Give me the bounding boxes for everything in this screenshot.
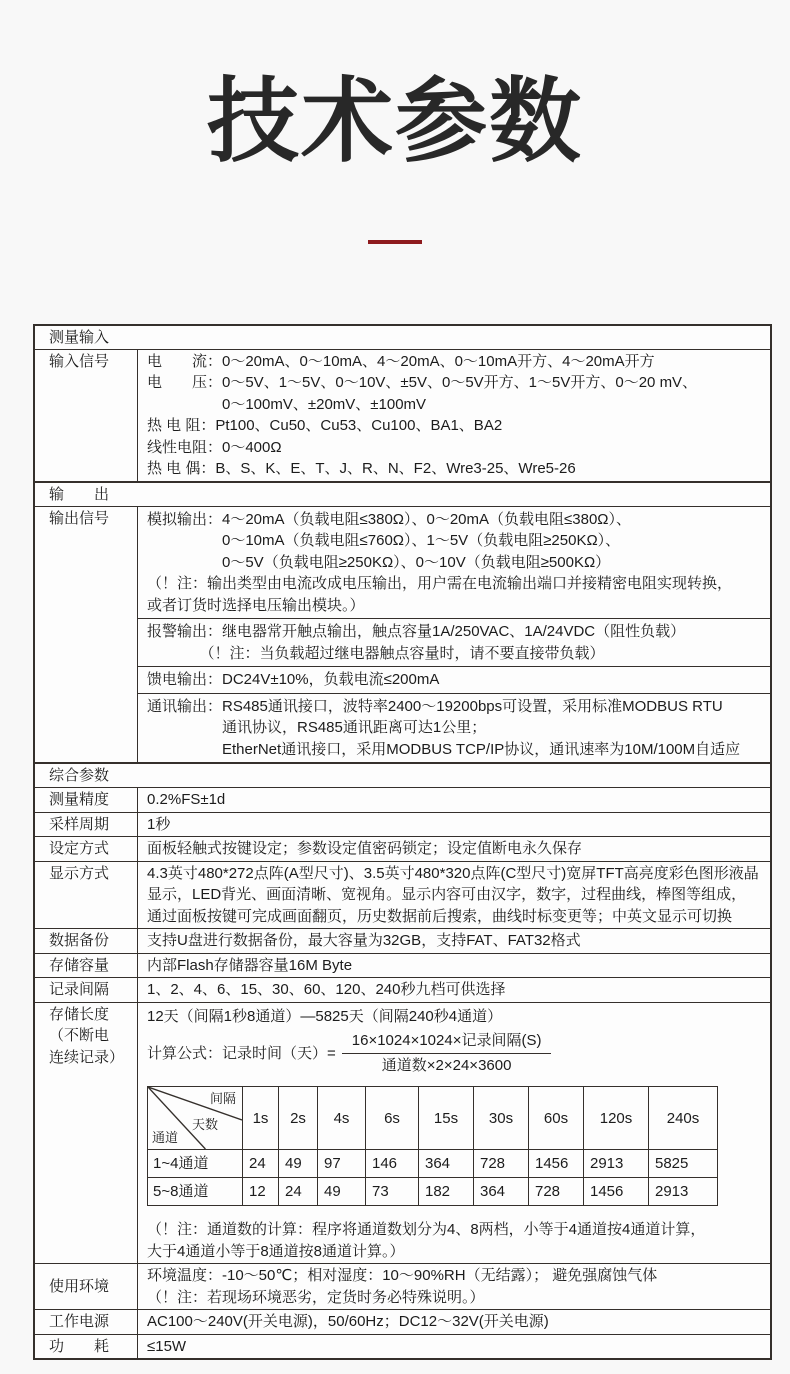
day-cell: 24	[279, 1178, 318, 1206]
spec-label-line: 连续记录）	[49, 1048, 125, 1066]
spec-line: 4.3英寸480*272点阵(A型尺寸)、3.5英寸480*320点阵(C型尺寸)宽屏TFT高亮度彩色图形液晶	[147, 864, 759, 882]
spec-line: 环境温度：-10～50℃；相对湿度：10～90%RH（无结露）； 避免强腐蚀气体	[147, 1267, 658, 1285]
fraction-numerator: 16×1024×1024×记录间隔(S)	[342, 1030, 552, 1054]
day-cell: 12	[243, 1178, 279, 1206]
col-header: 60s	[529, 1087, 584, 1150]
storage-formula	[147, 1030, 766, 1076]
spec-line: 显示，LED背光、画面清晰、宽视角。显示内容可由汉字，数字，过程曲线，棒图等组成，	[147, 886, 747, 904]
days-table-header-row	[148, 1087, 718, 1150]
spec-label: 显示方式	[35, 862, 138, 929]
section-title: 输 出	[49, 485, 110, 503]
spec-line: 电 流：0～20mA、0～10mA、4～20mA、0～10mA开方、4～20mA开方	[147, 352, 655, 370]
spec-line: （！注：输出类型由电流改成电压输出，用户需在电流输出端口并接精密电阻实现转换，	[147, 575, 733, 593]
title-accent-divider	[368, 240, 422, 244]
spec-content	[138, 978, 770, 1002]
col-header: 2s	[279, 1087, 318, 1150]
spec-line: （！注：若现场环境恶劣，定货时务必特殊说明。）	[147, 1288, 485, 1306]
spec-line: 报警输出：继电器常开触点输出，触点容量1A/250VAC、1A/24VDC（阻性负载）	[147, 623, 686, 641]
corner-label-interval: 间隔	[209, 1091, 236, 1107]
spec-label: 工作电源	[35, 1310, 138, 1334]
row-label: 1~4通道	[148, 1150, 243, 1178]
spec-line: 面板轻触式按键设定；参数设定值密码锁定；设定值断电永久保存	[147, 840, 583, 858]
spec-content	[138, 350, 770, 481]
spec-content	[138, 1310, 770, 1334]
spec-line: ≤15W	[147, 1337, 187, 1355]
day-cell: 2913	[584, 1150, 649, 1178]
spec-label: 功 耗	[35, 1335, 138, 1359]
spec-line: 模拟输出：4～20mA（负载电阻≤380Ω）、0～20mA（负载电阻≤380Ω）、	[147, 510, 632, 528]
spec-row-accuracy	[35, 788, 770, 813]
spec-label-line: （不断电	[49, 1027, 110, 1045]
section-row-measure-input	[35, 326, 770, 350]
col-header: 240s	[649, 1087, 718, 1150]
spec-label: 采样周期	[35, 813, 138, 837]
day-cell: 728	[529, 1178, 584, 1206]
storage-note	[147, 1219, 766, 1262]
corner-label-days: 天数	[192, 1117, 219, 1133]
page-title: 技术参数	[206, 71, 583, 173]
spec-row-consumption	[35, 1335, 770, 1359]
spec-line: 0～100mV、±20mV、±100mV	[147, 395, 427, 413]
storage-range-line: 12天（间隔1秒8通道）—5825天（间隔240秒4通道）	[147, 1007, 503, 1025]
section-title: 综合参数	[49, 767, 110, 785]
spec-line: 内部Flash存储器容量16M Byte	[147, 956, 353, 974]
output-block-alarm	[138, 618, 770, 666]
spec-label: 测量精度	[35, 788, 138, 812]
spec-label: 记录间隔	[35, 978, 138, 1002]
spec-line: 大于4通道小等于8通道按8通道计算。）	[147, 1242, 405, 1260]
spec-line: 或者订货时选择电压输出模块。）	[147, 596, 365, 614]
day-cell: 49	[318, 1178, 366, 1206]
spec-line: 0～10mA（负载电阻≤760Ω）、1～5V（负载电阻≥250KΩ）、	[147, 532, 621, 550]
spec-line: 1秒	[147, 815, 171, 833]
day-cell: 728	[474, 1150, 529, 1178]
spec-label: 数据备份	[35, 929, 138, 953]
output-block-comm	[138, 693, 770, 763]
spec-line: 通讯协议，RS485通讯距离可达1公里；	[147, 719, 487, 737]
col-header: 4s	[318, 1087, 366, 1150]
spec-row-backup	[35, 929, 770, 954]
day-cell: 182	[419, 1178, 474, 1206]
spec-line: （！注：通道数的计算：程序将通道数划分为4、8两档，小等于4通道按4通道计算，	[147, 1221, 706, 1239]
spec-row-sampling	[35, 813, 770, 838]
days-table-row-5-8	[148, 1178, 718, 1206]
day-cell: 146	[366, 1150, 419, 1178]
section-row-output	[35, 482, 770, 507]
spec-row-output-signal	[35, 507, 770, 764]
spec-content	[138, 1003, 770, 1264]
spec-line: 通讯输出：RS485通讯接口，波特率2400～19200bps可设置，采用标准MODBUS RTU	[147, 697, 723, 715]
day-cell: 97	[318, 1150, 366, 1178]
spec-label: 存储容量	[35, 954, 138, 978]
output-block-feed	[138, 666, 770, 693]
day-cell: 24	[243, 1150, 279, 1178]
spec-line: 1、2、4、6、15、30、60、120、240秒九档可供选择	[147, 981, 506, 999]
spec-line: 馈电输出：DC24V±10%，负载电流≤200mA	[147, 671, 440, 689]
spec-content	[138, 788, 770, 812]
spec-label-line: 存储长度	[49, 1005, 110, 1023]
spec-row-capacity	[35, 954, 770, 979]
spec-content	[138, 862, 770, 929]
spec-row-power	[35, 1310, 770, 1335]
spec-content	[138, 507, 770, 763]
corner-cell	[148, 1087, 243, 1150]
day-cell: 1456	[529, 1150, 584, 1178]
spec-label: 输入信号	[35, 350, 138, 481]
formula-fraction	[342, 1030, 552, 1076]
spec-line: AC100～240V(开关电源)，50/60Hz；DC12～32V(开关电源)	[147, 1313, 549, 1331]
fraction-denominator: 通道数×2×24×3600	[381, 1056, 512, 1074]
spec-label: 使用环境	[35, 1264, 138, 1309]
spec-line: 0.2%FS±1d	[147, 791, 226, 809]
spec-label	[35, 1003, 138, 1264]
spec-line: 支持U盘进行数据备份，最大容量为32GB，支持FAT、FAT32格式	[147, 932, 581, 950]
section-row-general	[35, 763, 770, 788]
day-cell: 364	[419, 1150, 474, 1178]
spec-row-display	[35, 862, 770, 930]
day-cell: 1456	[584, 1178, 649, 1206]
day-cell: 49	[279, 1150, 318, 1178]
row-label: 5~8通道	[148, 1178, 243, 1206]
spec-line: 0～5V（负载电阻≥250KΩ）、0～10V（负载电阻≥500KΩ）	[147, 553, 611, 571]
day-cell: 364	[474, 1178, 529, 1206]
spec-content	[138, 837, 770, 861]
day-cell: 73	[366, 1178, 419, 1206]
spec-line: EtherNet通讯接口，采用MODBUS TCP/IP协议，通讯速率为10M/100M自适应	[147, 740, 741, 758]
spec-content	[138, 929, 770, 953]
spec-content	[138, 954, 770, 978]
col-header: 30s	[474, 1087, 529, 1150]
day-cell: 5825	[649, 1150, 718, 1178]
spec-label: 设定方式	[35, 837, 138, 861]
spec-table	[33, 324, 772, 1361]
spec-label: 输出信号	[35, 507, 138, 763]
col-header: 6s	[366, 1087, 419, 1150]
output-block-analog	[138, 507, 770, 619]
spec-line: 热 电 偶：B、S、K、E、T、J、R、N、F2、Wre3-25、Wre5-26	[147, 460, 576, 478]
spec-row-environment	[35, 1264, 770, 1310]
spec-content	[138, 813, 770, 837]
spec-content	[138, 1335, 770, 1359]
col-header: 15s	[419, 1087, 474, 1150]
storage-days-table	[147, 1086, 718, 1206]
spec-row-interval	[35, 978, 770, 1003]
spec-line: 电 压：0～5V、1～5V、0～10V、±5V、0～5V开方、1～5V开方、0～20 mV、	[147, 374, 698, 392]
spec-line: 线性电阻：0～400Ω	[147, 438, 282, 456]
days-table-row-1-4	[148, 1150, 718, 1178]
spec-line: （！注：当负载超过继电器触点容量时，请不要直接带负载）	[147, 644, 605, 662]
spec-row-setting	[35, 837, 770, 862]
spec-content	[138, 1264, 770, 1309]
col-header: 120s	[584, 1087, 649, 1150]
col-header: 1s	[243, 1087, 279, 1150]
spec-line: 热 电 阻：Pt100、Cu50、Cu53、Cu100、BA1、BA2	[147, 417, 503, 435]
spec-row-input-signal	[35, 350, 770, 482]
section-title: 测量输入	[49, 328, 110, 346]
spec-row-storage-length	[35, 1003, 770, 1265]
formula-prefix: 计算公式：记录时间（天）=	[147, 1044, 336, 1062]
corner-label-channel: 通道	[152, 1130, 179, 1146]
day-cell: 2913	[649, 1178, 718, 1206]
spec-line: 通过面板按键可完成画面翻页，历史数据前后搜索，曲线时标变更等；中英文显示可切换	[147, 907, 733, 925]
